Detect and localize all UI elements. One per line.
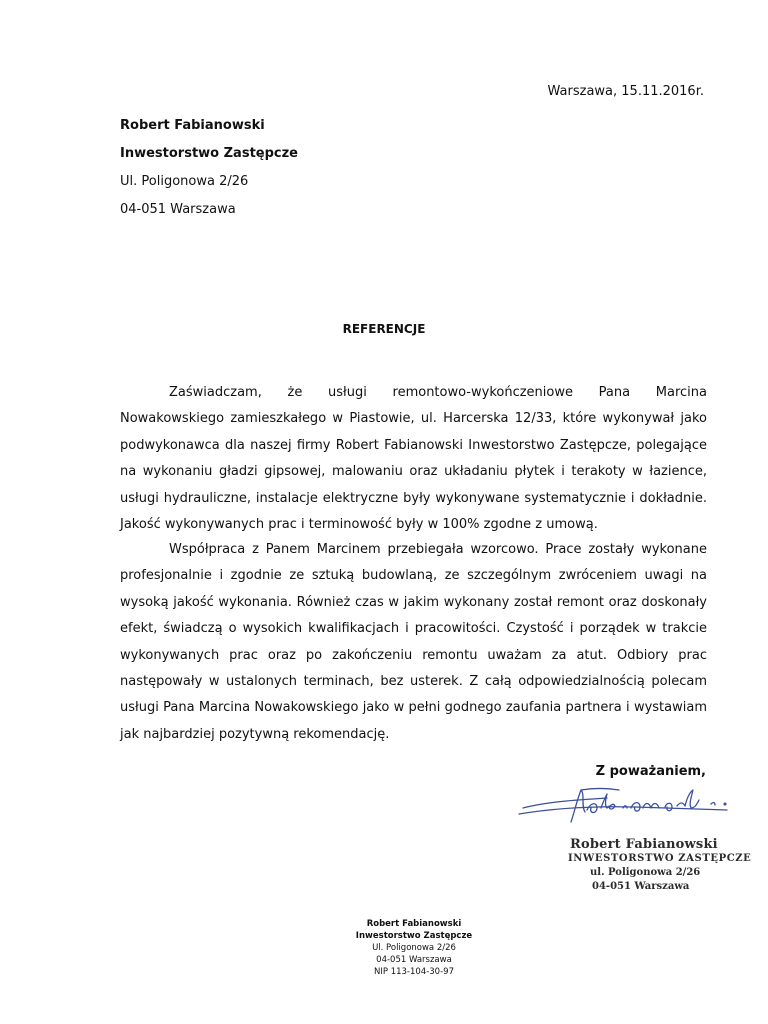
footer (0, 918, 768, 978)
paragraph-text: Współpraca z Panem Marcinem przebiegała wzorcowo. Prace zostały wykonane profesjonalnie i zgodnie ze sztuką budowlaną, ze szczególnym zwróceniem uwagi na wysoką jakość wykonania. Również czas w jakim wykonany został remont oraz doskonały efekt, świadczą o wysokich kwalifikacjach i pracowitości. Czystość i porządek w trakcie wykonywanych prac oraz po zakończeniu remontu uważam za atut. Odbiory prac następowały w ustalonych terminach, bez usterek. Z całą odpowiedzialnością polecam usługi Pana Marcina Nowakowskiego jako w pełni godnego zaufania partnera i wystawiam jak najbardziej pozytywną rekomendację. (120, 542, 707, 742)
stamp-street: ul. Poligonowa 2/26 (590, 867, 701, 878)
stamp-city: 04-051 Warszawa (592, 881, 690, 892)
footer-nip: NIP 113-104-30-97 (374, 967, 454, 977)
handwritten-signature (515, 778, 745, 828)
closing-line: Z poważaniem, (595, 764, 706, 779)
stamp-name: Robert Fabianowski (570, 837, 718, 852)
footer-street: Ul. Poligonowa 2/26 (372, 943, 456, 953)
document-title: REFERENCJE (342, 322, 426, 336)
letter-date: Warszawa, 15.11.2016r. (547, 84, 704, 99)
company-stamp (570, 838, 751, 894)
footer-name: Robert Fabianowski (366, 919, 462, 929)
sender-name: Robert Fabianowski (120, 118, 265, 133)
footer-city: 04-051 Warszawa (376, 955, 452, 965)
sender-company: Inwestorstwo Zastępcze (120, 146, 298, 161)
footer-company: Inwestorstwo Zastępcze (355, 931, 473, 941)
sender-city: 04-051 Warszawa (120, 202, 236, 217)
body-paragraph-1 (120, 380, 707, 538)
paragraph-text: Zaświadczam, że usługi remontowo-wykończeniowe Pana Marcina Nowakowskiego zamieszkałego w Piastowie, ul. Harcerska 12/33, które wykonywał jako podwykonawca dla naszej firmy Robert Fabianowski Inwestorstwo Zastępcze, polegające na wykonaniu gładzi gipsowej, malowaniu oraz układaniu płytek i terakoty w łazience, usługi hydrauliczne, instalacje elektryczne były wykonywane systematycznie i dokładnie. Jakość wykonywanych prac i terminowość były w 100% zgodne z umową. (120, 385, 707, 533)
sender-street: Ul. Poligonowa 2/26 (120, 174, 249, 189)
stamp-company: INWESTORSTWO ZASTĘPCZE (568, 853, 752, 864)
body-paragraph-2 (120, 537, 707, 748)
